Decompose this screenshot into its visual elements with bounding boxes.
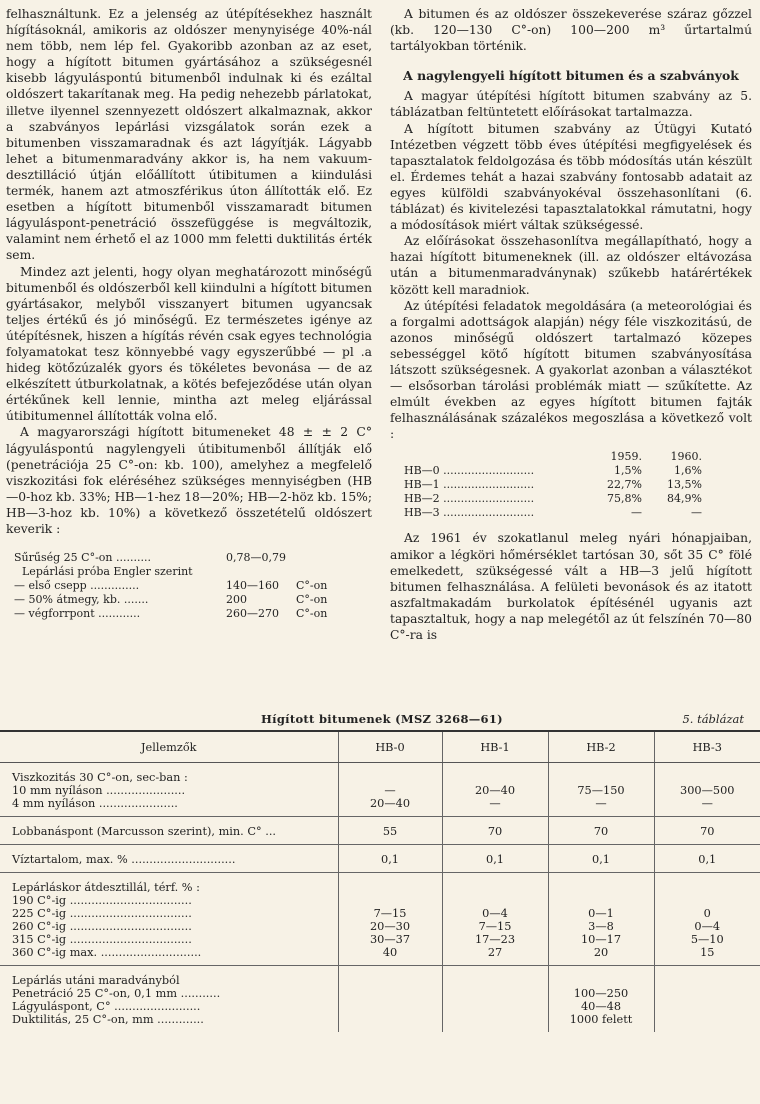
- value-cell: [548, 817, 654, 845]
- dist-header: 1959. 1960.: [610, 450, 702, 464]
- cell-value: 30—37: [369, 933, 411, 946]
- cell-value: [339, 987, 442, 1000]
- spec-row: Sűrűség 25 C°-on .......... 0,78—0,79: [14, 551, 286, 565]
- cell-value: [339, 974, 442, 987]
- cell-value: 17—23: [474, 933, 516, 946]
- left-text-column: [6, 6, 372, 621]
- cell-value: —: [489, 797, 501, 810]
- row-label-cell: [0, 873, 338, 966]
- row-label: 360 C°-ig max. ............................: [12, 946, 202, 959]
- cell-value: 10—17: [580, 933, 622, 946]
- cell-value: —: [701, 797, 713, 810]
- value-cell: [548, 845, 654, 873]
- cell-value: [443, 1013, 548, 1026]
- cell-value: 20: [593, 946, 609, 959]
- value-cell: [442, 966, 548, 1033]
- value-cell: [338, 966, 442, 1033]
- cell-value: 0,1: [592, 853, 610, 866]
- row-label: 225 C°-ig ..................................: [12, 907, 192, 920]
- cell-value: 0: [703, 907, 711, 920]
- row-label: Lágyuláspont, C° ........................: [12, 1000, 201, 1013]
- cell-value: 20—40: [474, 784, 516, 797]
- paragraph: A hígított bitumen szabvány az Útügyi Kutató Intézetben végzett több éves útépítési megfigyelések és tapasztalatok feldolgozása és több módosítás után készült el. Érdemes tehát a hazai szabvány fontosabb adatait az egyes külföldi szabványokéval összehasonlítani (6. táblázat) és kivitelezési tapasztalatokkal rámutatni, hogy a módosítások miért váltak szükségessé.: [390, 121, 753, 233]
- cell-value: 70: [593, 825, 609, 838]
- cell-value: 7—15: [478, 920, 512, 933]
- cell-value: 0—1: [588, 907, 614, 920]
- cell-value: 7—15: [373, 907, 407, 920]
- cell-value: 300—500: [680, 784, 735, 797]
- section-heading: A nagylengyeli hígított bitumen és a szabványok: [403, 68, 739, 84]
- right-text-column: [390, 6, 752, 643]
- cell-value: 70: [700, 825, 715, 838]
- dist-row: HB—1 .......................... 22,7% 13,5%: [404, 478, 702, 492]
- cell-value: [443, 987, 548, 1000]
- spec-row: — végforrpont ............ 260—270 C°-on: [14, 607, 328, 621]
- table-row: [0, 817, 760, 845]
- cell-value: [339, 771, 442, 784]
- paragraph: Mindez azt jelenti, hogy olyan meghatározott minőségű bitumenből és oldószerből kell kiindulni a hígított bitumen gyártásakor, melyből visszanyert bitumen ugyancsak teljes értékű és jó minőségű. Ez természetes igénye az útépítésnek, hiszen a hígítás révén csak egyes technológia folyamatokat tesz könnyebbé vagy egyszerűbbé — pl .a hideg kötőzúzalék gyors és tökéletes bevonása — de az elkészített útburkolatnak, a kötés befejeződése után olyan értékűnek kell lennie, mintha azt meleg eljárással útibitumennel állították volna elő.: [6, 264, 372, 424]
- solvent-spec-list: [14, 551, 372, 621]
- row-label: 315 C°-ig ..................................: [12, 933, 192, 946]
- cell-value: [443, 1000, 548, 1013]
- row-label: Duktilitás, 25 C°-on, mm .............: [12, 1013, 204, 1026]
- value-cell: [338, 873, 442, 966]
- table-row: [0, 966, 760, 1033]
- cell-value: 20—40: [369, 797, 411, 810]
- hb-spec-table: [0, 730, 760, 1032]
- value-cell: [338, 817, 442, 845]
- value-cell: [548, 873, 654, 966]
- table-row: [0, 763, 760, 817]
- usage-distribution-list: [404, 450, 752, 520]
- cell-value: [339, 1013, 442, 1026]
- cell-value: 40—48: [580, 1000, 622, 1013]
- row-label-cell: [0, 817, 338, 845]
- cell-value: —: [595, 797, 607, 810]
- cell-value: 0—4: [694, 920, 721, 933]
- value-cell: [548, 966, 654, 1033]
- table-row: [0, 873, 760, 966]
- row-label: Víztartalom, max. % .............................: [12, 853, 236, 866]
- table-row: [0, 845, 760, 873]
- column-header: HB-0: [338, 731, 442, 763]
- column-header: Jellemzők: [0, 731, 338, 763]
- cell-value: 5—10: [690, 933, 724, 946]
- cell-value: [549, 881, 654, 894]
- paragraph: A magyarországi hígított bitumeneket 48 ± ± 2 C° lágyuláspontú nagylengyeli útibitumenből állítják elő (penetrációja 25 C°-on: kb. 100), amelyhez a megfelelő viszkozitási fok eléréséhez szükséges mennyiségben (HB—0-hoz kb. 33%; HB—1-hez 18—20%; HB—2-höz kb. 15%; HB—3-hoz kb. 10%) a következő összetételű oldószert keverik :: [6, 425, 372, 536]
- row-label: 260 C°-ig ..................................: [12, 920, 192, 933]
- value-cell: [338, 845, 442, 873]
- value-cell: [654, 845, 760, 873]
- cell-value: 0,1: [698, 853, 717, 866]
- paragraph: A bitumen és az oldószer összekeverése száraz gőzzel (kb. 120—130 C°-on) 100—200 m³ űrtartalmú tartályokban történik.: [390, 7, 752, 54]
- cell-value: 27: [487, 946, 503, 959]
- cell-value: 55: [382, 825, 398, 838]
- cell-value: [655, 1000, 760, 1013]
- cell-value: [549, 974, 654, 987]
- cell-value: 40: [382, 946, 398, 959]
- table-title: Hígított bitumenek (MSZ 3268—61): [261, 712, 503, 726]
- spec-row: Lepárlási próba Engler szerint: [22, 565, 193, 579]
- cell-value: [655, 987, 760, 1000]
- spec-row: — első csepp .............. 140—160 C°-on: [14, 579, 328, 593]
- paragraph: A magyar útépítési hígított bitumen szabvány az 5. táblázatban feltüntetett előírásokat tartalmazza.: [390, 89, 752, 120]
- dist-row: HB—2 .......................... 75,8% 84,9%: [404, 492, 702, 506]
- cell-value: [339, 881, 442, 894]
- row-label: 190 C°-ig ..................................: [12, 894, 192, 907]
- cell-value: 3—8: [588, 920, 614, 933]
- cell-value: [549, 771, 654, 784]
- cell-value: [655, 771, 760, 784]
- column-header: HB-1: [442, 731, 548, 763]
- row-label: 4 mm nyíláson ......................: [12, 797, 178, 810]
- row-label: Penetráció 25 C°-on, 0,1 mm ...........: [12, 987, 221, 1000]
- cell-value: [443, 894, 548, 907]
- cell-value: 0—4: [482, 907, 508, 920]
- paragraph: Az 1961 év szokatlanul meleg nyári hónapjaiban, amikor a légköri hőmérséklet tartósan 30, sőt 35 C° fölé emelkedett, szükségessé vált a HB—3 jelű hígított bitumen felhasználása. A felületi bevonások és az itatott aszfaltmakadám burkolatok építésénél ugyanis azt tapasztaltuk, hogy a nap melegétől az út felszínén 70—80 C°-ra is: [390, 531, 752, 642]
- value-cell: [442, 763, 548, 817]
- row-label: Lepárláskor átdesztillál, térf. % :: [12, 881, 200, 894]
- cell-value: —: [384, 784, 396, 797]
- row-label-cell: [0, 966, 338, 1033]
- cell-value: 100—250: [573, 987, 629, 1000]
- cell-value: 20—30: [369, 920, 411, 933]
- row-label: Lepárlás utáni maradványból: [12, 974, 180, 987]
- paragraph: Az előírásokat összehasonlítva megállapítható, hogy a hazai hígított bitumeneknek (ill. az oldószer eltávozása után a bitumenmaradványnak) szűkebb határértékek között kell maradniok.: [390, 234, 752, 297]
- dist-row: HB—3 .......................... — —: [404, 506, 702, 520]
- row-label: Lobbanáspont (Marcusson szerint), min. C° ...: [12, 825, 277, 838]
- cell-value: [655, 894, 760, 907]
- table-number: 5. táblázat: [682, 712, 744, 726]
- cell-value: [443, 881, 548, 894]
- cell-value: 70: [487, 825, 503, 838]
- table-header-row: [0, 731, 760, 763]
- value-cell: [548, 763, 654, 817]
- cell-value: 0,1: [381, 853, 399, 866]
- paragraph: felhasználtunk. Ez a jelenség az útépítésekhez használt hígításoknál, amikoris az oldószer menynyisége 40%-nál nem több, nem lép fel. Gyakoribb azonban az az eset, hogy a hígított bitumen gyártásához a szükségesnél kisebb lágyuláspontú bitumenből indulnak ki és ezáltal oldószert takarítanak meg. Ha pedig nehezebb párlatokat, illetve ilyennel szennyezett oldószert alkalmaznak, akkor a szabványos lepárlási vizsgálatok során ezek a bitumenben visszamaradnak és azt lágyítják. Lágyabb lehet a bitumenmaradvány akkor is, ha nem vakuum-desztilláció útján előállított útibitumen a kiindulási termék, hanem azt atmoszférikus úton állították elő. Ez esetben a hígított bitumenből visszamaradt bitumen lágyuláspont-penetráció összefüggése is megváltozik, valamint nem érhető el az 1000 mm feletti duktilitás érték sem.: [6, 7, 372, 263]
- row-label-cell: [0, 763, 338, 817]
- cell-value: [339, 1000, 442, 1013]
- value-cell: [442, 873, 548, 966]
- cell-value: [655, 1013, 760, 1026]
- value-cell: [654, 817, 760, 845]
- row-label: 10 mm nyíláson ......................: [12, 784, 186, 797]
- cell-value: 75—150: [577, 784, 625, 797]
- cell-value: [655, 881, 760, 894]
- column-header: HB-3: [654, 731, 760, 763]
- row-label-cell: [0, 845, 338, 873]
- dist-row: HB—0 .......................... 1,5% 1,6%: [404, 464, 702, 478]
- cell-value: 0,1: [486, 853, 504, 866]
- value-cell: [654, 763, 760, 817]
- cell-value: [549, 894, 654, 907]
- cell-value: [443, 771, 548, 784]
- row-label: Viszkozitás 30 C°-on, sec-ban :: [12, 771, 188, 784]
- value-cell: [442, 817, 548, 845]
- column-header: HB-2: [548, 731, 654, 763]
- cell-value: [655, 974, 760, 987]
- value-cell: [654, 966, 760, 1033]
- cell-value: [339, 894, 442, 907]
- cell-value: [443, 974, 548, 987]
- value-cell: [338, 763, 442, 817]
- paragraph: Az útépítési feladatok megoldására (a meteorológiai és a forgalmi adottságok alapján) négy féle viszkozitású, de azonos minőségű oldószert tartalmazó közepes sebességgel kötő hígított bitumen szabványosítása látszott szükségesnek. A gyakorlat azonban a választékot — elsősorban tárolási problémák miatt — szűkítette. Az elmúlt években az egyes hígított bitumen fajták felhasználásának százalékos megoszlása a következő volt :: [390, 298, 752, 442]
- value-cell: [442, 845, 548, 873]
- spec-row: — 50% átmegy, kb. ....... 200 C°-on: [14, 593, 328, 607]
- cell-value: 15: [700, 946, 715, 959]
- cell-value: 1000 felett: [569, 1013, 633, 1026]
- value-cell: [654, 873, 760, 966]
